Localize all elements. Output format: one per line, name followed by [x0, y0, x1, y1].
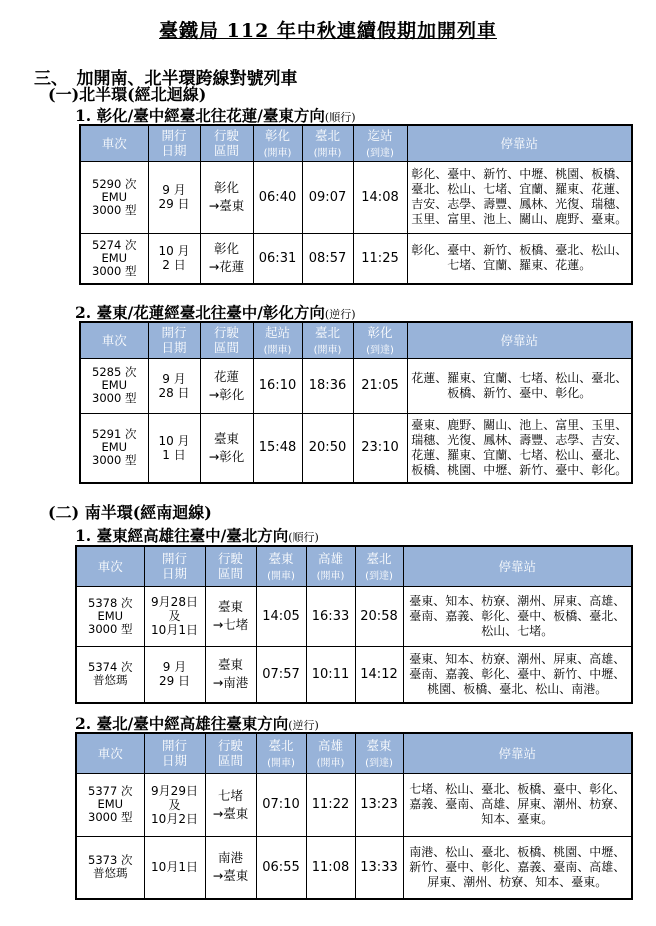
header-route	[205, 546, 256, 586]
header-station-note: (到達)	[365, 571, 393, 583]
header-train: 車次	[76, 733, 144, 773]
run-date	[144, 836, 205, 899]
train-line: 5285 次	[92, 365, 137, 379]
stops-list: 臺東、知本、枋寮、潮州、屏東、高雄、臺南、嘉義、彰化、臺中、新竹、中壢、桃園、板橋、臺北、松山、南港。	[403, 646, 632, 703]
header-station-note: (開車)	[313, 148, 342, 160]
route-line: 彰化	[213, 241, 239, 257]
header-station: 高雄	[317, 738, 343, 754]
south-loop-heading: (二) 南半環(經南迴線)	[48, 503, 212, 522]
route-line: →臺東	[212, 868, 249, 884]
timetable-north-forward	[79, 124, 633, 285]
route	[205, 836, 256, 899]
table-row	[76, 836, 632, 899]
time-second: 10:11	[306, 646, 355, 703]
south-dir2-note: (逆行)	[288, 719, 319, 732]
train-line: 5291 次	[92, 427, 137, 442]
route-line: →七堵	[212, 617, 249, 632]
header-stops: 停靠站	[403, 546, 632, 586]
table-row	[76, 586, 632, 646]
south-dir1-title: 1. 臺東經高雄往臺中/臺北方向	[75, 526, 289, 545]
train-line: 3000 型	[88, 810, 133, 824]
train-line: 5373 次	[88, 853, 133, 868]
header-station-note: (到達)	[365, 758, 393, 770]
header-st2	[306, 733, 355, 773]
date-line: 9 月	[162, 183, 186, 197]
table-row	[80, 233, 632, 284]
header-station: 臺北	[268, 738, 294, 754]
header-st1	[256, 733, 306, 773]
header-route-line: 區間	[213, 340, 239, 356]
train-number	[80, 161, 148, 233]
table-row	[76, 646, 632, 703]
table-row	[80, 413, 632, 483]
train-line: EMU	[101, 440, 128, 455]
route-line: 花蓮	[213, 368, 239, 384]
train-line: EMU	[101, 189, 128, 204]
time-first: 07:10	[256, 773, 306, 836]
header-station-note: (開車)	[263, 345, 292, 357]
train-number	[80, 233, 148, 284]
route-line: 臺東	[217, 657, 243, 673]
header-station: 彰化	[367, 325, 393, 341]
header-st3	[355, 733, 403, 773]
south-dir1-note: (順行)	[288, 531, 319, 544]
date-line: 28 日	[158, 385, 190, 400]
header-date	[148, 322, 200, 358]
south-dir2-heading	[75, 712, 319, 734]
date-line: 9月28日	[151, 595, 198, 609]
north-dir1-note: (順行)	[324, 111, 356, 124]
route-line: 七堵	[217, 787, 243, 803]
train-line: 普悠瑪	[93, 866, 128, 881]
header-station-note: (開車)	[313, 345, 342, 357]
train-number	[80, 358, 148, 413]
train-line: 3000 型	[88, 621, 133, 636]
header-station: 起站	[264, 325, 290, 341]
train-number	[76, 836, 144, 899]
stops-list: 南港、松山、臺北、板橋、桃園、中壢、新竹、臺中、彰化、嘉義、臺南、高雄、屏東、潮州、枋寮、知本、臺東。	[403, 836, 632, 899]
south-dir1-heading	[75, 524, 319, 546]
run-date	[148, 233, 200, 284]
header-station-note: (到達)	[366, 148, 394, 160]
header-stops: 停靠站	[403, 733, 632, 773]
route	[200, 413, 253, 483]
header-route-line: 行駛	[217, 738, 243, 754]
date-line: 9 月	[162, 660, 187, 675]
time-first: 07:57	[256, 646, 306, 703]
train-line: 3000 型	[92, 453, 137, 468]
train-line: 普悠瑪	[93, 673, 128, 688]
date-line: 10 月	[158, 433, 190, 448]
header-station-note: (開車)	[263, 148, 292, 160]
timetable-north-reverse	[79, 321, 633, 484]
table-row	[80, 161, 632, 233]
header-route-line: 區間	[217, 566, 243, 582]
train-line: 5290 次	[92, 176, 137, 191]
train-line: EMU	[101, 250, 128, 265]
north-dir1-heading	[75, 104, 356, 126]
header-station: 臺東	[366, 738, 392, 754]
time-first: 06:55	[256, 836, 306, 899]
north-dir2-note: (逆行)	[324, 308, 356, 321]
header-date-line: 開行	[161, 551, 187, 567]
header-st2	[302, 125, 353, 161]
header-route	[205, 733, 256, 773]
route-line: 南港	[217, 850, 243, 866]
header-st1	[256, 546, 306, 586]
header-st3	[353, 125, 407, 161]
time-second: 09:07	[302, 161, 353, 233]
header-station: 臺北	[314, 325, 340, 341]
header-date-line: 開行	[161, 325, 187, 341]
run-date	[144, 586, 205, 646]
timetable-south-reverse	[75, 732, 633, 900]
header-station: 彰化	[264, 128, 290, 144]
date-line: 1 日	[162, 447, 186, 462]
time-second: 08:57	[302, 233, 353, 284]
section-heading: 三、 加開南、北半環跨線對號列車	[34, 69, 298, 89]
route	[200, 233, 253, 284]
time-first: 15:48	[253, 413, 302, 483]
stops-list: 臺東、鹿野、關山、池上、富里、玉里、瑞穗、光復、鳳林、壽豐、志學、吉安、花蓮、羅東、宜蘭、七堵、松山、臺北、板橋、桃園、中壢、新竹、臺中、彰化。	[407, 413, 632, 483]
header-date	[144, 546, 205, 586]
header-station-note: (開車)	[267, 571, 295, 583]
train-number	[76, 646, 144, 703]
train-line: EMU	[97, 608, 124, 623]
time-third: 20:58	[355, 586, 403, 646]
time-first: 06:40	[253, 161, 302, 233]
date-line: 及	[168, 797, 181, 812]
header-st1	[253, 125, 302, 161]
header-train: 車次	[80, 125, 148, 161]
time-third: 14:12	[355, 646, 403, 703]
train-line: 5274 次	[92, 237, 137, 252]
time-third: 13:23	[355, 773, 403, 836]
header-date	[148, 125, 200, 161]
run-date	[144, 646, 205, 703]
stops-list: 臺東、知本、枋寮、潮州、屏東、高雄、臺南、嘉義、彰化、臺中、板橋、臺北、松山、七堵。	[403, 586, 632, 646]
route-line: 臺東	[217, 599, 243, 614]
north-loop-heading: (一)北半環(經北迴線)	[48, 85, 207, 104]
run-date	[148, 161, 200, 233]
time-third: 23:10	[353, 413, 407, 483]
header-row	[76, 546, 632, 586]
header-row	[80, 322, 632, 358]
time-second: 16:33	[306, 586, 355, 646]
header-station-note: (開車)	[267, 758, 295, 770]
header-date	[144, 733, 205, 773]
header-date-line: 日期	[161, 340, 187, 356]
header-route-line: 區間	[217, 753, 243, 769]
south-dir2-title: 2. 臺北/臺中經高雄往臺東方向	[75, 714, 289, 733]
route	[200, 358, 253, 413]
train-line: 3000 型	[92, 391, 137, 405]
train-line: 3000 型	[92, 263, 137, 278]
train-number	[80, 413, 148, 483]
date-line: 29 日	[158, 197, 190, 211]
route-line: →花蓮	[208, 259, 245, 275]
run-date	[144, 773, 205, 836]
header-row	[76, 733, 632, 773]
header-station-note: (到達)	[366, 345, 394, 357]
route-line: 臺東	[213, 430, 239, 446]
header-date-line: 日期	[161, 753, 187, 769]
north-dir1-title: 1. 彰化/臺中經臺北往花蓮/臺東方向	[75, 106, 325, 125]
header-date-line: 開行	[161, 738, 187, 754]
header-route	[200, 125, 253, 161]
header-train: 車次	[76, 546, 144, 586]
run-date	[148, 413, 200, 483]
time-first: 16:10	[253, 358, 302, 413]
route-line: →臺東	[208, 198, 245, 213]
time-second: 11:22	[306, 773, 355, 836]
header-date-line: 日期	[161, 143, 187, 159]
stops-list: 彰化、臺中、新竹、板橋、臺北、松山、七堵、宜蘭、羅東、花蓮。	[407, 233, 632, 284]
table-row	[80, 358, 632, 413]
time-third: 14:08	[353, 161, 407, 233]
route	[205, 586, 256, 646]
header-station: 迄站	[367, 128, 393, 144]
header-st3	[355, 546, 403, 586]
header-date-line: 開行	[161, 128, 187, 144]
date-line: 10月1日	[151, 623, 198, 637]
header-route-line: 行駛	[213, 128, 239, 144]
date-line: 9月29日	[151, 783, 198, 798]
header-st3	[353, 322, 407, 358]
stops-list: 花蓮、羅東、宜蘭、七堵、松山、臺北、板橋、新竹、臺中、彰化。	[407, 358, 632, 413]
route-line: →臺東	[212, 805, 249, 821]
stops-list: 七堵、松山、臺北、板橋、臺中、彰化、嘉義、臺南、高雄、屏東、潮州、枋寮、知本、臺東。	[403, 773, 632, 836]
north-dir2-title: 2. 臺東/花蓮經臺北往臺中/彰化方向	[75, 303, 325, 322]
time-second: 11:08	[306, 836, 355, 899]
train-line: 5377 次	[88, 784, 133, 798]
date-line: 10月1日	[151, 860, 198, 875]
route-line: 彰化	[213, 180, 239, 195]
header-train: 車次	[80, 322, 148, 358]
north-dir2-heading	[75, 301, 356, 323]
header-row	[80, 125, 632, 161]
header-station: 臺北	[314, 128, 340, 144]
train-number	[76, 586, 144, 646]
table-row	[76, 773, 632, 836]
header-route	[200, 322, 253, 358]
header-station-note: (開車)	[316, 758, 345, 770]
header-station: 臺北	[366, 551, 392, 567]
header-date-line: 日期	[161, 566, 187, 582]
train-line: EMU	[101, 378, 128, 392]
run-date	[148, 358, 200, 413]
date-line: 10 月	[158, 244, 190, 259]
header-st2	[302, 322, 353, 358]
route	[205, 646, 256, 703]
date-line: 2 日	[162, 258, 186, 273]
time-second: 20:50	[302, 413, 353, 483]
train-line: 3000 型	[92, 202, 137, 217]
header-route-line: 行駛	[217, 551, 243, 567]
stops-list: 彰化、臺中、新竹、中壢、桃園、板橋、臺北、松山、七堵、宜蘭、羅東、花蓮、吉安、志學、壽豐、鳳林、光復、瑞穗、玉里、富里、池上、關山、鹿野、臺東。	[407, 161, 632, 233]
time-third: 13:33	[355, 836, 403, 899]
route-line: →彰化	[208, 386, 245, 402]
time-third: 21:05	[353, 358, 407, 413]
time-third: 11:25	[353, 233, 407, 284]
header-station: 臺東	[268, 551, 294, 567]
train-number	[76, 773, 144, 836]
header-stops: 停靠站	[407, 125, 632, 161]
header-st1	[253, 322, 302, 358]
date-line: 10月2日	[151, 811, 198, 826]
route-line: →南港	[212, 675, 249, 691]
header-stops: 停靠站	[407, 322, 632, 358]
header-route-line: 行駛	[213, 325, 239, 341]
date-line: 29 日	[158, 674, 191, 689]
timetable-south-forward	[75, 545, 633, 704]
train-line: EMU	[97, 797, 124, 811]
time-second: 18:36	[302, 358, 353, 413]
date-line: 9 月	[162, 371, 186, 386]
time-first: 06:31	[253, 233, 302, 284]
header-st2	[306, 546, 355, 586]
page-title: 臺鐵局 112 年中秋連續假期加開列車	[159, 20, 497, 42]
time-first: 14:05	[256, 586, 306, 646]
route	[200, 161, 253, 233]
train-line: 5374 次	[88, 660, 133, 675]
train-line: 5378 次	[88, 595, 133, 610]
route	[205, 773, 256, 836]
header-station-note: (開車)	[316, 571, 345, 583]
route-line: →彰化	[208, 448, 245, 464]
date-line: 及	[168, 609, 181, 623]
header-route-line: 區間	[213, 143, 239, 159]
header-station: 高雄	[317, 551, 343, 567]
